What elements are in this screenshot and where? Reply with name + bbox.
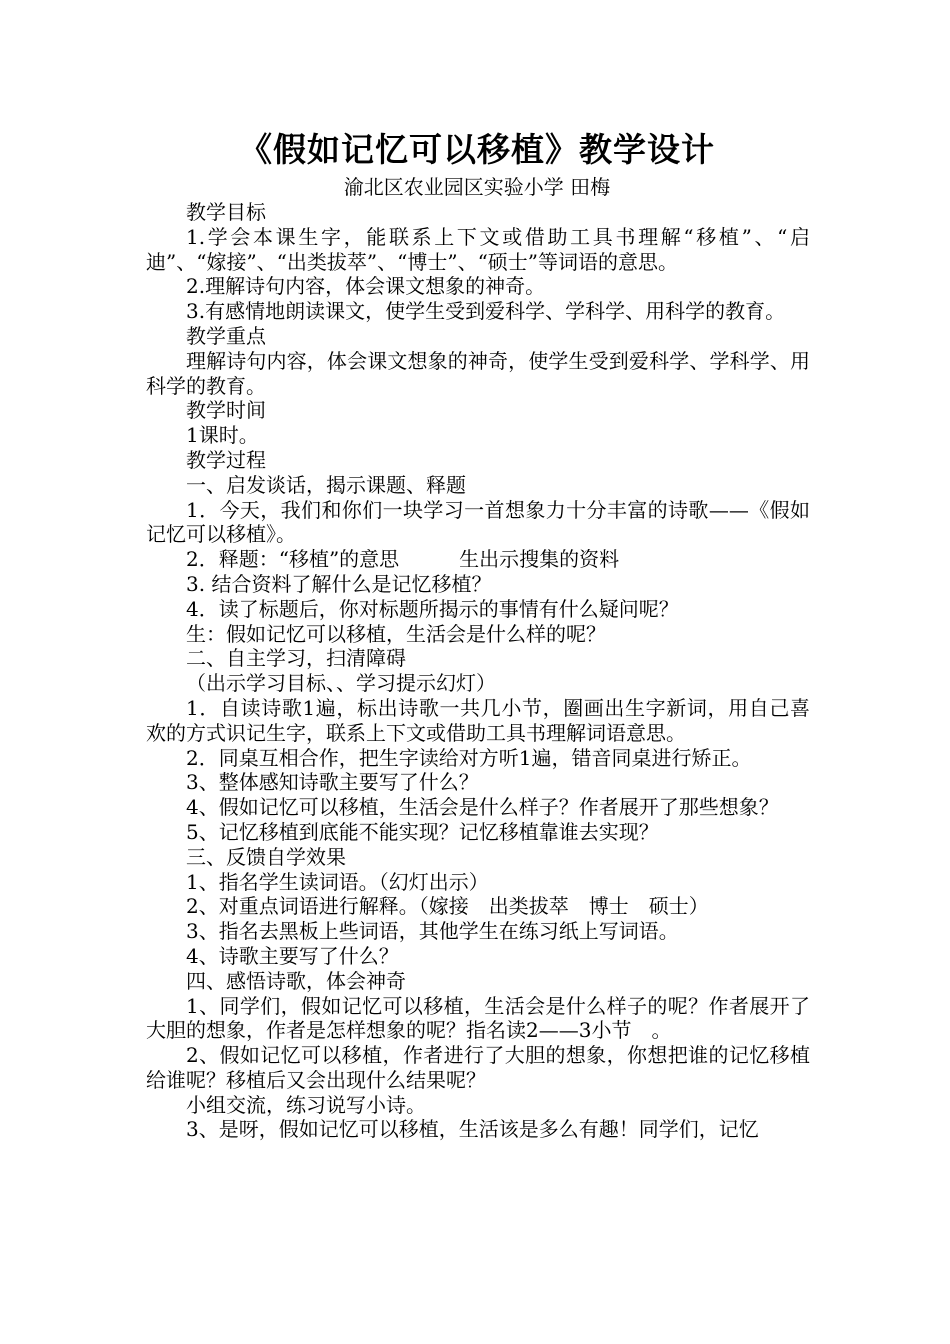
body-paragraph: 2、对重点词语进行解释。（嫁接 出类拔萃 博士 硕士） [186,894,709,919]
body-paragraph: 教学过程 [186,447,266,472]
body-paragraph: 生：假如记忆可以移植，生活会是什么样的呢？ [186,621,606,646]
body-paragraph: 1、指名学生读词语。（幻灯出示） [186,869,489,894]
body-paragraph: 教学时间 [186,398,266,423]
body-paragraph: 教学目标 [186,200,266,224]
body-paragraph: 1．自读诗歌1遍，标出诗歌一共几小节，圈画出生字新词，用自己喜欢的方式识记生字，联系上下文或借助工具书理解词语意思。 [146,695,810,745]
body-paragraph: 3. 结合资料了解什么是记忆移植？ [186,571,492,596]
body-paragraph: 小组交流，练习说写小诗。 [186,1092,426,1117]
body-paragraph: 1课时。 [186,423,259,448]
body-paragraph: 5、记忆移植到底能不能实现？记忆移植靠谁去实现？ [186,819,659,844]
body-paragraph: 3、是呀，假如记忆可以移植，生活该是多么有趣！同学们，记忆 [186,1117,759,1142]
body-paragraph: 3、整体感知诗歌主要写了什么？ [186,770,479,795]
body-paragraph: 教学重点 [186,323,266,348]
body-paragraph: 2.理解诗句内容，体会课文想象的神奇。 [186,274,546,299]
body-paragraph: 1．今天，我们和你们一块学习一首想象力十分丰富的诗歌——《假如记忆可以移植》。 [146,497,810,547]
body-paragraph: 2．释题：“移植”的意思 生出示搜集的资料 [186,547,620,572]
body-paragraph: 3.有感情地朗读课文，使学生受到爱科学、学科学、用科学的教育。 [186,299,786,324]
body-paragraph: 三、反馈自学效果 [186,844,346,869]
body-paragraph: 1.学会本课生字，能联系上下文或借助工具书理解“移植”、“启迪”、“嫁接”、“出类拔萃”、“博士”、“硕士”等词语的意思。 [146,224,810,274]
body-paragraph: 一、启发谈话，揭示课题、释题 [186,472,466,497]
body-paragraph: 2．同桌互相合作，把生字读给对方听1遍，错音同桌进行矫正。 [186,745,752,770]
document-body [146,200,810,1142]
body-paragraph: 4、诗歌主要写了什么？ [186,943,399,968]
document-author: 渝北区农业园区实验小学 田梅 [343,175,611,199]
body-paragraph: 理解诗句内容，体会课文想象的神奇，使学生受到爱科学、学科学、用科学的教育。 [146,348,810,398]
body-paragraph: 4、假如记忆可以移植，生活会是什么样子？作者展开了那些想象？ [186,795,779,820]
body-paragraph: 4．读了标题后，你对标题所揭示的事情有什么疑问呢？ [186,596,679,621]
body-paragraph: 四、感悟诗歌，体会神奇 [186,968,406,993]
body-paragraph: 3、指名去黑板上些词语，其他学生在练习纸上写词语。 [186,919,679,944]
body-paragraph: 二、自主学习，扫清障碍 [186,646,406,671]
body-paragraph: 1、同学们，假如记忆可以移植，生活会是什么样子的呢？作者展开了大胆的想象，作者是怎样想象的呢？指名读2——3小节 。 [146,993,810,1043]
document-title: 《假如记忆可以移植》教学设计 [239,130,715,169]
body-paragraph: （出示学习目标、、学习提示幻灯） [186,671,496,696]
body-paragraph: 2、假如记忆可以移植，作者进行了大胆的想象，你想把谁的记忆移植给谁呢？移植后又会出现什么结果呢？ [146,1043,810,1092]
